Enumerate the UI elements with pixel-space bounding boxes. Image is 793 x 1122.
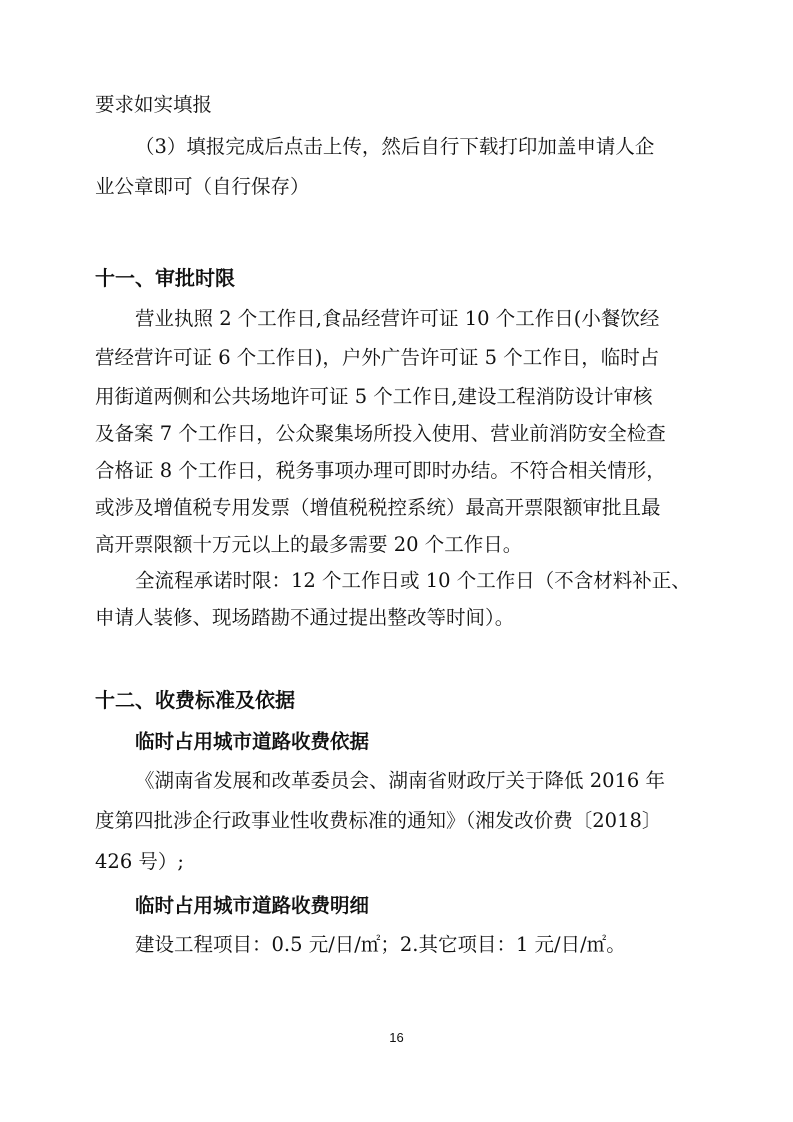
text-line: 要求如实填报	[95, 93, 213, 116]
text-line: 业公章即可（自行保存）	[95, 175, 310, 198]
text-line: 及备案 7 个工作日，公众聚集场所投入使用、营业前消防安全检查	[95, 422, 666, 445]
text-line: 全流程承诺时限：12 个工作日或 10 个工作日（不含材料补正、	[135, 569, 691, 592]
text-line: 合格证 8 个工作日，税务事项办理可即时办结。不符合相关情形，	[95, 459, 666, 482]
text-line: 426 号）;	[95, 850, 184, 873]
sub-heading: 临时占用城市道路收费明细	[135, 894, 370, 917]
text-line: （3）填报完成后点击上传，然后自行下载打印加盖申请人企	[135, 135, 655, 158]
text-line: 度第四批涉企行政事业性收费标准的通知》（湘发改价费〔2018〕	[95, 809, 662, 832]
text-line: 申请人装修、现场踏勘不通过提出整改等时间）。	[95, 606, 515, 629]
section-heading: 十一、审批时限	[95, 266, 235, 290]
text-line: 《湖南省发展和改革委员会、湖南省财政厅关于降低 2016 年	[135, 769, 666, 792]
text-line: 用街道两侧和公共场地许可证 5 个工作日,建设工程消防设计审核	[95, 385, 653, 408]
text-line: 营业执照 2 个工作日,食品经营许可证 10 个工作日(小餐饮经	[135, 307, 660, 330]
section-heading: 十二、收费标准及依据	[95, 688, 295, 712]
text-line: 高开票限额十万元以上的最多需要 20 个工作日。	[95, 533, 523, 556]
page-number: 16	[389, 1030, 404, 1045]
text-line: 或涉及增值税专用发票（增值税税控系统）最高开票限额审批且最	[95, 496, 661, 519]
text-line: 营经营许可证 6 个工作日)，户外广告许可证 5 个工作日，临时占	[95, 346, 660, 369]
sub-heading: 临时占用城市道路收费依据	[135, 730, 370, 753]
text-line: 建设工程项目：0.5 元/日/㎡；2.其它项目：1 元/日/㎡。	[135, 933, 626, 956]
